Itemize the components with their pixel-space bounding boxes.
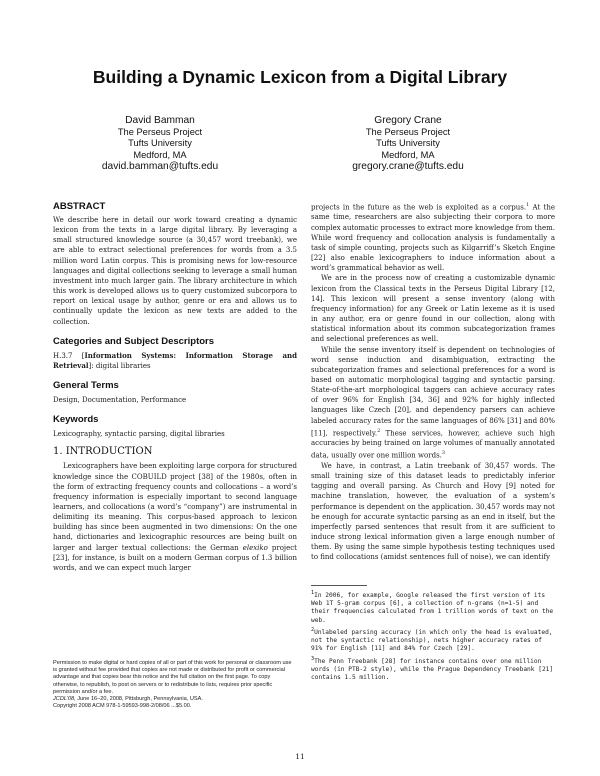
- permission-notice: [53, 660, 297, 710]
- copyright-line: Copyright 2008 ACM 978-1-59593-998-2/08/06 ...$5.00.: [53, 703, 192, 710]
- keywords-heading: Keywords: [53, 414, 99, 426]
- categories-heading: Categories and Subject Descriptors: [53, 335, 215, 347]
- category-code: H.3.7 [: [53, 351, 85, 360]
- footnote-text: In 2006, for example, Google released the first version of its Web 1T 5-gram corpus [6], a collection of n-grams (n=1-5) and their frequencies calculated from 1 trillion words of text on the web.: [311, 592, 554, 624]
- author-name: Gregory Crane: [374, 115, 442, 126]
- paper-title: Building a Dynamic Lexicon from a Digital Library: [92, 67, 508, 87]
- keywords-text: Lexicography, syntactic parsing, digital libraries: [53, 430, 225, 439]
- introduction-heading: 1. INTRODUCTION: [53, 446, 153, 458]
- author-university: Tufts University: [128, 138, 192, 149]
- footnote-ref[interactable]: 2: [377, 427, 381, 434]
- author-city: Medford, MA: [133, 149, 187, 160]
- footnote-number: 3: [311, 655, 315, 662]
- introduction-paragraph: [53, 461, 297, 573]
- conference-line: [53, 696, 297, 703]
- author-city: Medford, MA: [381, 149, 435, 160]
- footnote-number: 2: [311, 626, 315, 633]
- right-paragraph-1: [311, 200, 555, 273]
- author-university: Tufts University: [376, 138, 440, 149]
- footnote-3: [311, 655, 555, 683]
- author-name: David Bamman: [125, 115, 195, 126]
- footnote-ref[interactable]: 3: [441, 450, 446, 457]
- right-paragraph-3: [311, 345, 555, 461]
- author-email[interactable]: david.bamman@tufts.edu: [101, 161, 219, 173]
- conference-name: JCDL’08,: [53, 696, 76, 703]
- page-number: 11: [295, 752, 305, 761]
- author-block-1: [50, 115, 270, 173]
- conference-details: June 16–20, 2008, Pittsburgh, Pennsylvania, USA.: [75, 696, 203, 703]
- general-terms-text: Design, Documentation, Performance: [53, 396, 187, 405]
- footnote-1: [311, 589, 555, 625]
- intro-text-end: project [23], for instance, is built on a modern German corpus of 1.3 billion words, and we can expect much larger: [53, 543, 297, 572]
- para-text: At the same time, researchers are also subjecting their corpora to more complex automatic processes to extract more knowledge from them. While word frequency and collocation analysis is fundamentally a task of simple counting, projects such as Kilgarriff’s Sketch Engine [22] also enable lexicographers to induce information about a word’s grammatical behavior as well.: [311, 203, 555, 273]
- permission-text: Permission to make digital or hard copies of all or part of this work for personal or classroom use is granted without fee provided that copies are not made or distributed for profit or commercial advantage and that copies bear this notice and the full citation on the first page. To copy otherwise, to republish, to post on servers or to redistribute to lists, requires prior specific permission and/or a fee.: [53, 660, 292, 695]
- author-email[interactable]: gregory.crane@tufts.edu: [352, 161, 464, 173]
- footnote-rule: [311, 585, 367, 586]
- footnote-text: The Penn Treebank [28] for instance contains over one million words (in PTB-2 style), while the Prague Dependency Treebank [21] contains 1.5 million.: [311, 657, 554, 682]
- author-org: The Perseus Project: [365, 127, 451, 137]
- category-bold: Information Systems: Information Storage and Retrieval: [53, 350, 297, 370]
- categories-text: [53, 351, 297, 371]
- author-org: The Perseus Project: [117, 127, 203, 137]
- abstract-text: We describe here in detail our work toward creating a dynamic lexicon from the texts in a large digital library. By leveraging a small structured knowledge source (a 30,457 word treebank), we are able to extract selectional preferences for words from a 3.5 million word Latin corpus. This is promising news for low-resource languages and digital collections seeking to leverage a small human investment into much larger gain. The library architecture in which this work is developed allows us to query customized subcorpora to report on lexical usage by author, genre or era and allows us to continually update the lexicon as new texts are added to the collection.: [53, 216, 297, 326]
- para-text: While the sense inventory itself is dependent on technologies of word sense induction and disambiguation, extracting the subcategorization frames and selectional preferences for a word is based on automatic morphological tagging and syntactic parsing. State-of-the-art morphological taggers can achieve accuracy rates of over 96% for English [34, 36] and 92% for highly inflected languages like Czech [20], and dependency parsers can achieve labeled accuracy rates for the same languages of 86% [31] and 80% [11], respectively.: [311, 345, 555, 438]
- intro-italic: elexiko: [242, 543, 268, 552]
- category-rest: ]: digital libraries: [88, 361, 151, 370]
- intro-text: Lexicographers have been exploiting large corpora for structured knowledge since the COBUILD project [38] of the 1980s, often in the form of extracting frequency counts and collocations – a word’s frequency information is especially important to second language learners, and collocations (a word’s “company”) are instrumental in delimiting its meaning. This corpus-based approach to lexicon building has since been augmented in two dimensions: On the one hand, dictionaries and lexicographic resources are being built on larger and larger textual collections: the German: [53, 462, 297, 552]
- right-paragraph-2: We are in the process now of creating a customizable dynamic lexicon from the Classical texts in the Perseus Digital Library [12, 14]. This lexicon will present a sense inventory (along with frequency information) for any Greek or Latin lexeme as it is used in any author, era or genre found in our collection, along with statistical information about its common subcategorization frames and selectional preferences as well.: [311, 274, 555, 344]
- para-text: projects in the future as the web is exploited as a corpus.: [311, 203, 527, 212]
- footnote-ref[interactable]: 1: [526, 202, 530, 208]
- footnotes: [311, 585, 555, 683]
- right-column: [311, 200, 555, 585]
- footnote-2: [311, 626, 555, 654]
- author-block-2: [298, 115, 518, 173]
- footnote-text: Unlabeled parsing accuracy (in which only the head is evaluated, not the syntactic relationship), nets higher accuracy rates of 91% for English [11] and 84% for Czech [29].: [311, 628, 553, 653]
- general-terms-heading: General Terms: [53, 380, 119, 392]
- abstract-heading: ABSTRACT: [53, 201, 106, 212]
- footnote-number: 1: [311, 590, 315, 596]
- para-text: These services, however, achieve such high accuracies by being trained on large volumes of manually annotated data, usually over one million words.: [311, 429, 555, 460]
- right-paragraph-4: We have, in contrast, a Latin treebank of 30,457 words. The small training size of this dataset leads to predictably inferior tagging and overall parsing. As Church and Hovy [9] noted for machine translation, however, the evaluation of a system’s performance is dependent on the application. 30,457 words may not be enough for accurate syntactic parsing as an end in itself, but the imperfectly parsed sentences that result from it are sufficient to induce strong lexical information given a large enough number of them. By using the same simple hypothesis testing techniques used to find collocations (amidst sentences full of noise), we can identify: [311, 461, 555, 562]
